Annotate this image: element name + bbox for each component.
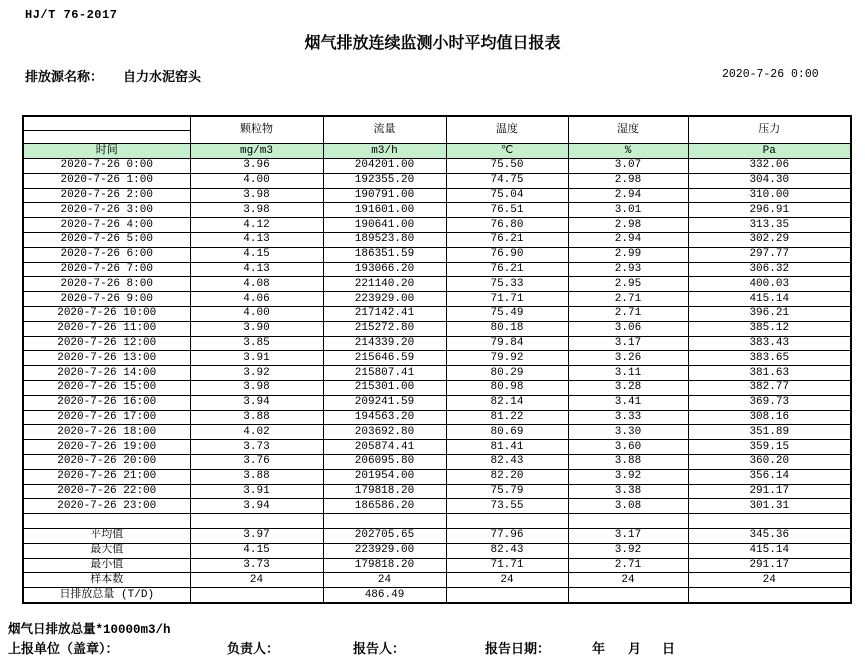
- value-cell: 302.29: [688, 232, 851, 247]
- value-cell: 486.49: [323, 588, 446, 603]
- value-cell: 4.13: [190, 262, 323, 277]
- time-cell: 2020-7-26 17:00: [23, 410, 190, 425]
- value-cell: 3.33: [568, 410, 688, 425]
- value-cell: 75.50: [446, 159, 568, 174]
- value-cell: [688, 588, 851, 603]
- value-cell: 214339.20: [323, 336, 446, 351]
- report-table: [22, 115, 852, 604]
- value-cell: 76.51: [446, 203, 568, 218]
- value-cell: 3.98: [190, 188, 323, 203]
- time-cell: 2020-7-26 21:00: [23, 469, 190, 484]
- value-cell: 304.30: [688, 173, 851, 188]
- value-cell: 3.88: [568, 454, 688, 469]
- value-cell: 2.98: [568, 173, 688, 188]
- data-row: [23, 440, 851, 455]
- summary-label-cell: 最大值: [23, 543, 190, 558]
- data-row: [23, 469, 851, 484]
- data-row: [23, 499, 851, 514]
- summary-label-cell: 平均值: [23, 528, 190, 543]
- value-cell: 3.76: [190, 454, 323, 469]
- column-header-flow: 流量: [323, 116, 446, 144]
- value-cell: 73.55: [446, 499, 568, 514]
- header-empty-cell: [23, 130, 190, 144]
- page-title: 烟气排放连续监测小时平均值日报表: [304, 35, 561, 53]
- value-cell: 192355.20: [323, 173, 446, 188]
- value-cell: 209241.59: [323, 395, 446, 410]
- time-cell: 2020-7-26 11:00: [23, 321, 190, 336]
- time-cell: 2020-7-26 13:00: [23, 351, 190, 366]
- time-cell: 2020-7-26 4:00: [23, 218, 190, 233]
- value-cell: 360.20: [688, 454, 851, 469]
- unit-cell: %: [568, 144, 688, 159]
- summary-row: [23, 558, 851, 573]
- value-cell: 186586.20: [323, 499, 446, 514]
- summary-label-cell: 最小值: [23, 558, 190, 573]
- data-row: [23, 306, 851, 321]
- value-cell: 81.41: [446, 440, 568, 455]
- unit-cell: Pa: [688, 144, 851, 159]
- value-cell: 82.43: [446, 454, 568, 469]
- data-row: [23, 425, 851, 440]
- value-cell: 203692.80: [323, 425, 446, 440]
- column-header-temperature: 温度: [446, 116, 568, 144]
- value-cell: 76.80: [446, 218, 568, 233]
- value-cell: 297.77: [688, 247, 851, 262]
- value-cell: 2.95: [568, 277, 688, 292]
- value-cell: 179818.20: [323, 484, 446, 499]
- data-row: [23, 292, 851, 307]
- value-cell: 3.11: [568, 366, 688, 381]
- value-cell: 3.17: [568, 528, 688, 543]
- value-cell: 369.73: [688, 395, 851, 410]
- header-row-top: [23, 116, 851, 130]
- data-row: [23, 336, 851, 351]
- time-cell: 2020-7-26 12:00: [23, 336, 190, 351]
- value-cell: 80.29: [446, 366, 568, 381]
- value-cell: [190, 588, 323, 603]
- source-name: 自力水泥窑头: [123, 70, 202, 85]
- data-row: [23, 484, 851, 499]
- value-cell: 3.26: [568, 351, 688, 366]
- data-row: [23, 380, 851, 395]
- value-cell: 4.15: [190, 543, 323, 558]
- time-cell: 2020-7-26 9:00: [23, 292, 190, 307]
- data-row: [23, 351, 851, 366]
- value-cell: 76.21: [446, 262, 568, 277]
- data-row: [23, 173, 851, 188]
- value-cell: 79.84: [446, 336, 568, 351]
- value-cell: 3.17: [568, 336, 688, 351]
- data-row: [23, 203, 851, 218]
- data-row: [23, 247, 851, 262]
- value-cell: 215646.59: [323, 351, 446, 366]
- value-cell: 4.00: [190, 306, 323, 321]
- value-cell: 3.06: [568, 321, 688, 336]
- data-row: [23, 454, 851, 469]
- value-cell: [446, 514, 568, 529]
- value-cell: 356.14: [688, 469, 851, 484]
- value-cell: 4.13: [190, 232, 323, 247]
- data-row: [23, 321, 851, 336]
- value-cell: 217142.41: [323, 306, 446, 321]
- year-label: 年: [592, 642, 606, 657]
- value-cell: 3.60: [568, 440, 688, 455]
- value-cell: 4.00: [190, 173, 323, 188]
- value-cell: 75.04: [446, 188, 568, 203]
- value-cell: 3.07: [568, 159, 688, 174]
- value-cell: 71.71: [446, 558, 568, 573]
- value-cell: [323, 514, 446, 529]
- value-cell: 383.43: [688, 336, 851, 351]
- value-cell: 76.21: [446, 232, 568, 247]
- value-cell: 193066.20: [323, 262, 446, 277]
- value-cell: 381.63: [688, 366, 851, 381]
- value-cell: 415.14: [688, 292, 851, 307]
- value-cell: 415.14: [688, 543, 851, 558]
- value-cell: 3.88: [190, 410, 323, 425]
- value-cell: 351.89: [688, 425, 851, 440]
- summary-label-cell: 样本数: [23, 573, 190, 588]
- value-cell: 189523.80: [323, 232, 446, 247]
- value-cell: 75.79: [446, 484, 568, 499]
- time-cell: 2020-7-26 20:00: [23, 454, 190, 469]
- data-row: [23, 262, 851, 277]
- value-cell: 4.12: [190, 218, 323, 233]
- value-cell: 3.92: [190, 366, 323, 381]
- value-cell: 3.98: [190, 380, 323, 395]
- value-cell: 383.65: [688, 351, 851, 366]
- value-cell: 3.91: [190, 484, 323, 499]
- report-date-label: 报告日期：: [485, 642, 551, 657]
- value-cell: 345.36: [688, 528, 851, 543]
- value-cell: 190791.00: [323, 188, 446, 203]
- value-cell: 301.31: [688, 499, 851, 514]
- value-cell: 82.43: [446, 543, 568, 558]
- value-cell: 310.00: [688, 188, 851, 203]
- unit-cell: ℃: [446, 144, 568, 159]
- time-cell: 2020-7-26 1:00: [23, 173, 190, 188]
- value-cell: 3.08: [568, 499, 688, 514]
- column-header-particulate: 颗粒物: [190, 116, 323, 144]
- value-cell: 3.30: [568, 425, 688, 440]
- value-cell: 400.03: [688, 277, 851, 292]
- value-cell: 308.16: [688, 410, 851, 425]
- value-cell: 2.71: [568, 306, 688, 321]
- report-datetime: 2020-7-26 0:00: [722, 68, 819, 81]
- standard-code: HJ/T 76-2017: [25, 8, 118, 22]
- value-cell: [446, 588, 568, 603]
- value-cell: 205874.41: [323, 440, 446, 455]
- responsible-label: 负责人：: [227, 642, 280, 657]
- value-cell: 75.49: [446, 306, 568, 321]
- value-cell: 204201.00: [323, 159, 446, 174]
- time-cell: 2020-7-26 16:00: [23, 395, 190, 410]
- value-cell: 201954.00: [323, 469, 446, 484]
- value-cell: 3.73: [190, 558, 323, 573]
- value-cell: 223929.00: [323, 543, 446, 558]
- time-cell: 2020-7-26 23:00: [23, 499, 190, 514]
- value-cell: 82.20: [446, 469, 568, 484]
- data-row: [23, 218, 851, 233]
- value-cell: 385.12: [688, 321, 851, 336]
- time-cell: 2020-7-26 18:00: [23, 425, 190, 440]
- value-cell: 80.98: [446, 380, 568, 395]
- value-cell: 3.98: [190, 203, 323, 218]
- value-cell: 291.17: [688, 484, 851, 499]
- value-cell: 2.94: [568, 232, 688, 247]
- summary-row: [23, 588, 851, 603]
- value-cell: 194563.20: [323, 410, 446, 425]
- value-cell: 74.75: [446, 173, 568, 188]
- data-row: [23, 188, 851, 203]
- data-row: [23, 159, 851, 174]
- value-cell: 215272.80: [323, 321, 446, 336]
- value-cell: 306.32: [688, 262, 851, 277]
- value-cell: 24: [323, 573, 446, 588]
- time-cell: 2020-7-26 0:00: [23, 159, 190, 174]
- value-cell: [688, 514, 851, 529]
- value-cell: 4.02: [190, 425, 323, 440]
- total-emission-note: 烟气日排放总量*10000m3/h: [8, 623, 171, 637]
- column-header-pressure: 压力: [688, 116, 851, 144]
- value-cell: 3.01: [568, 203, 688, 218]
- value-cell: 291.17: [688, 558, 851, 573]
- value-cell: 3.88: [190, 469, 323, 484]
- time-cell: 2020-7-26 7:00: [23, 262, 190, 277]
- value-cell: 3.28: [568, 380, 688, 395]
- time-cell: 2020-7-26 3:00: [23, 203, 190, 218]
- value-cell: 80.18: [446, 321, 568, 336]
- value-cell: 215301.00: [323, 380, 446, 395]
- value-cell: 24: [688, 573, 851, 588]
- data-row: [23, 277, 851, 292]
- value-cell: 186351.59: [323, 247, 446, 262]
- value-cell: [568, 514, 688, 529]
- value-cell: 396.21: [688, 306, 851, 321]
- value-cell: 3.85: [190, 336, 323, 351]
- value-cell: 3.92: [568, 543, 688, 558]
- value-cell: 24: [446, 573, 568, 588]
- table-header: [23, 116, 851, 159]
- data-row: [23, 232, 851, 247]
- value-cell: 81.22: [446, 410, 568, 425]
- value-cell: 4.08: [190, 277, 323, 292]
- value-cell: 77.96: [446, 528, 568, 543]
- value-cell: 3.73: [190, 440, 323, 455]
- summary-row: [23, 528, 851, 543]
- value-cell: 190641.00: [323, 218, 446, 233]
- month-label: 月: [628, 642, 642, 657]
- value-cell: [190, 514, 323, 529]
- time-header-cell: 时间: [23, 144, 190, 159]
- time-cell: 2020-7-26 22:00: [23, 484, 190, 499]
- value-cell: 221140.20: [323, 277, 446, 292]
- time-cell: 2020-7-26 19:00: [23, 440, 190, 455]
- value-cell: 75.33: [446, 277, 568, 292]
- day-label: 日: [662, 642, 676, 657]
- summary-row: [23, 543, 851, 558]
- value-cell: 3.38: [568, 484, 688, 499]
- value-cell: 3.90: [190, 321, 323, 336]
- value-cell: 3.92: [568, 469, 688, 484]
- value-cell: 332.06: [688, 159, 851, 174]
- unit-row: [23, 144, 851, 159]
- value-cell: 2.93: [568, 262, 688, 277]
- report-unit-label: 上报单位（盖章）：: [8, 642, 119, 657]
- value-cell: 24: [568, 573, 688, 588]
- value-cell: 2.98: [568, 218, 688, 233]
- value-cell: 382.77: [688, 380, 851, 395]
- value-cell: 3.94: [190, 395, 323, 410]
- unit-cell: mg/m3: [190, 144, 323, 159]
- value-cell: 223929.00: [323, 292, 446, 307]
- time-cell: 2020-7-26 2:00: [23, 188, 190, 203]
- value-cell: 3.96: [190, 159, 323, 174]
- value-cell: [568, 588, 688, 603]
- summary-label-cell: 日排放总量 (T/D): [23, 588, 190, 603]
- source-label: 排放源名称：: [25, 70, 104, 85]
- value-cell: 79.92: [446, 351, 568, 366]
- value-cell: 202705.65: [323, 528, 446, 543]
- value-cell: 3.91: [190, 351, 323, 366]
- value-cell: 4.06: [190, 292, 323, 307]
- value-cell: 4.15: [190, 247, 323, 262]
- value-cell: 3.41: [568, 395, 688, 410]
- time-cell: 2020-7-26 10:00: [23, 306, 190, 321]
- value-cell: 179818.20: [323, 558, 446, 573]
- data-row: [23, 410, 851, 425]
- value-cell: 3.97: [190, 528, 323, 543]
- value-cell: 82.14: [446, 395, 568, 410]
- value-cell: 215807.41: [323, 366, 446, 381]
- source-line: [25, 66, 201, 85]
- separator-row: [23, 514, 851, 529]
- summary-row: [23, 573, 851, 588]
- reporter-label: 报告人：: [353, 642, 406, 657]
- time-cell: 2020-7-26 6:00: [23, 247, 190, 262]
- value-cell: 24: [190, 573, 323, 588]
- empty-cell: [23, 514, 190, 529]
- value-cell: 191601.00: [323, 203, 446, 218]
- column-header-humidity: 湿度: [568, 116, 688, 144]
- unit-cell: m3/h: [323, 144, 446, 159]
- value-cell: 2.94: [568, 188, 688, 203]
- data-row: [23, 395, 851, 410]
- value-cell: 2.99: [568, 247, 688, 262]
- data-row: [23, 366, 851, 381]
- value-cell: 296.91: [688, 203, 851, 218]
- table-body: [23, 159, 851, 603]
- value-cell: 206095.80: [323, 454, 446, 469]
- value-cell: 71.71: [446, 292, 568, 307]
- time-cell: 2020-7-26 15:00: [23, 380, 190, 395]
- value-cell: 313.35: [688, 218, 851, 233]
- header-empty-cell: [23, 116, 190, 130]
- time-cell: 2020-7-26 8:00: [23, 277, 190, 292]
- value-cell: 2.71: [568, 558, 688, 573]
- value-cell: 76.90: [446, 247, 568, 262]
- value-cell: 80.69: [446, 425, 568, 440]
- time-cell: 2020-7-26 14:00: [23, 366, 190, 381]
- value-cell: 359.15: [688, 440, 851, 455]
- value-cell: 3.94: [190, 499, 323, 514]
- value-cell: 2.71: [568, 292, 688, 307]
- time-cell: 2020-7-26 5:00: [23, 232, 190, 247]
